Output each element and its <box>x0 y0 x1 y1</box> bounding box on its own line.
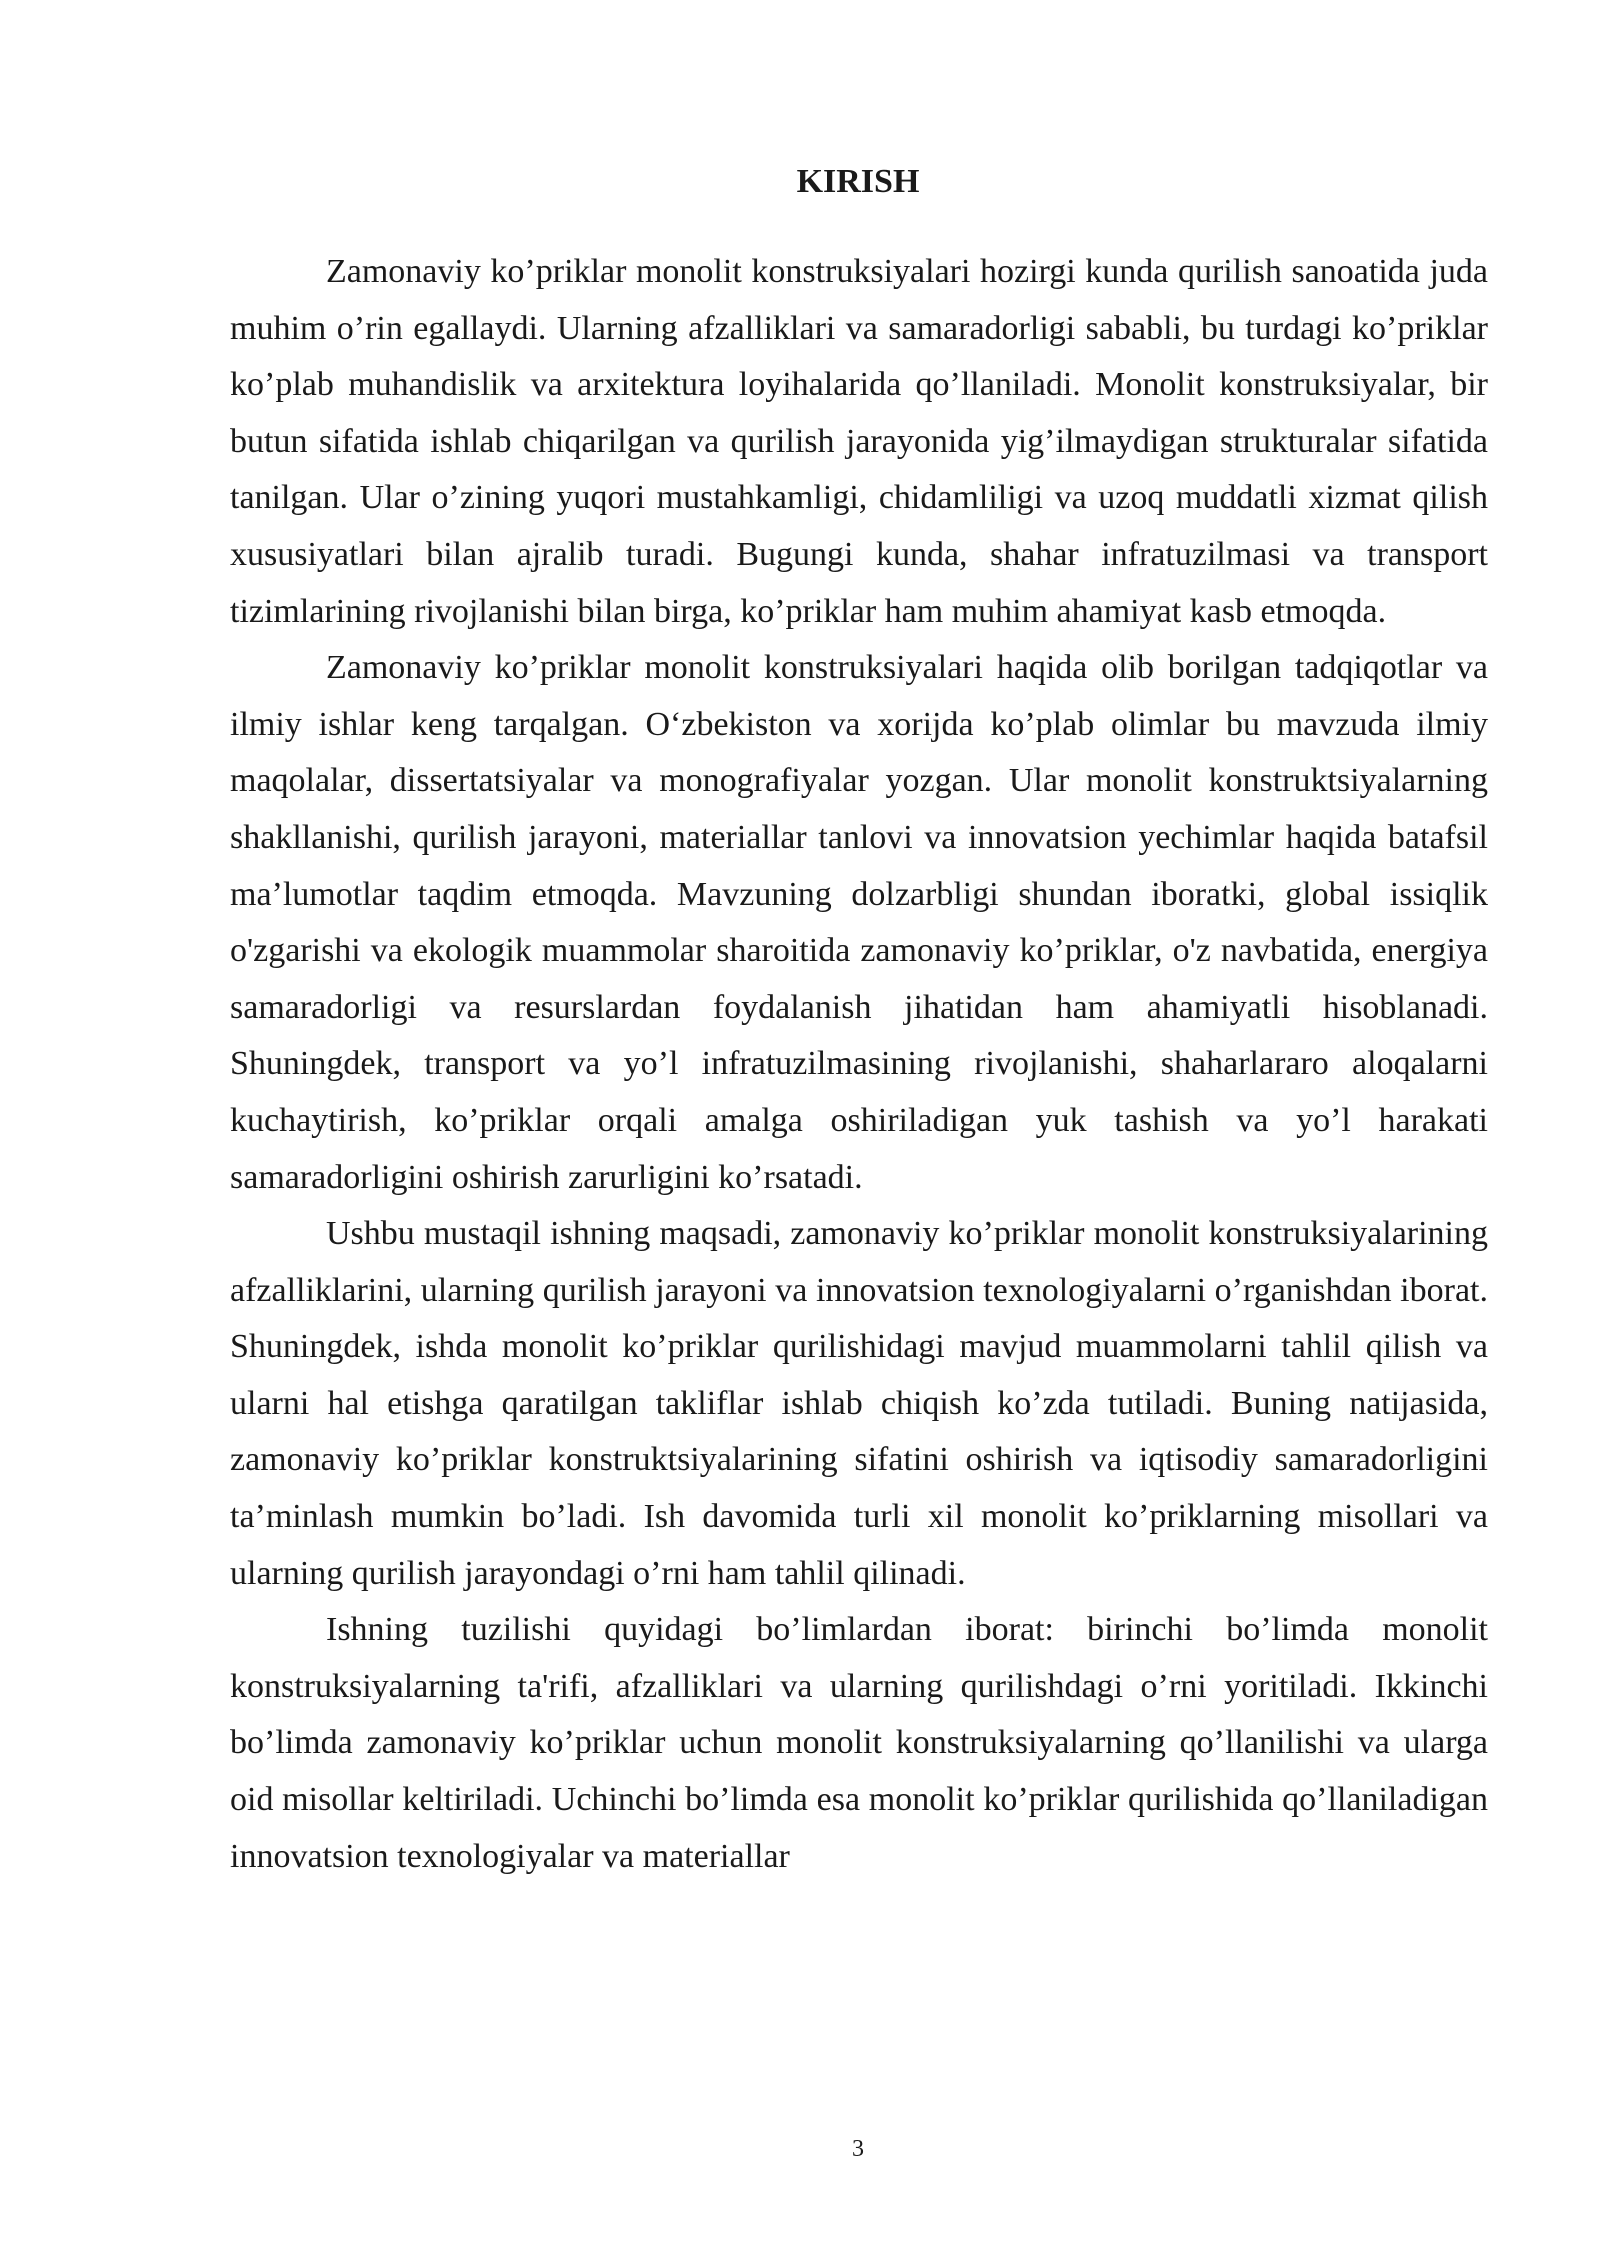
section-heading: KIRISH <box>796 163 920 200</box>
page-number: 3 <box>852 2136 864 2162</box>
paragraph-1: Zamonaviy ko’priklar monolit konstruksiyalari hozirgi kunda qurilish sanoatida juda muhim o’rin egallaydi. Ularning afzalliklari va samaradorligi sababli, bu turdagi ko’priklar ko’plab muhandislik va arxitektura loyihalarida qo’llaniladi. Monolit konstruksiyalar, bir butun sifatida ishlab chiqarilgan va qurilish jarayonida yig’ilmaydigan strukturalar sifatida tanilgan. Ular o’zining yuqori mustahkamligi, chidamliligi va uzoq muddatli xizmat qilish xususiyatlari bilan ajralib turadi. Bugungi kunda, shahar infratuzilmasi va transport tizimlarining rivojlanishi bilan birga, ko’priklar ham muhim ahamiyat kasb etmoqda. <box>230 253 1488 630</box>
paragraph-4: Ishning tuzilishi quyidagi bo’limlardan iborat: birinchi bo’limda monolit konstruksiyalarning ta'rifi, afzalliklari va ularning qurilishdagi o’rni yoritiladi. Ikkinchi bo’limda zamonaviy ko’priklar uchun monolit konstruksiyalarning qo’llanilishi va ularga oid misollar keltiriladi. Uchinchi bo’limda esa monolit ko’priklar qurilishida qo’llaniladigan innovatsion texnologiyalar va materiallar <box>230 1611 1488 1875</box>
paragraph-3: Ushbu mustaqil ishning maqsadi, zamonaviy ko’priklar monolit konstruksiyalarining afzalliklarini, ularning qurilish jarayoni va innovatsion texnologiyalarni o’rganishdan iborat. Shuningdek, ishda monolit ko’priklar qurilishidagi mavjud muammolarni tahlil qilish va ularni hal etishga qaratilgan takliflar ishlab chiqish ko’zda tutiladi. Buning natijasida, zamonaviy ko’priklar konstruktsiyalarining sifatini oshirish va iqtisodiy samaradorligini ta’minlash mumkin bo’ladi. Ish davomida turli xil monolit ko’priklarning misollari va ularning qurilish jarayondagi o’rni ham tahlil qilinadi. <box>230 1215 1488 1592</box>
paragraph-2: Zamonaviy ko’priklar monolit konstruksiyalari haqida olib borilgan tadqiqotlar va ilmiy ishlar keng tarqalgan. O‘zbekiston va xorijda ko’plab olimlar bu mavzuda ilmiy maqolalar, dissertatsiyalar va monografiyalar yozgan. Ular monolit konstruktsiyalarning shakllanishi, qurilish jarayoni, materiallar tanlovi va innovatsion yechimlar haqida batafsil ma’lumotlar taqdim etmoqda. Mavzuning dolzarbligi shundan iboratki, global issiqlik o'zgarishi va ekologik muammolar sharoitida zamonaviy ko’priklar, o'z navbatida, energiya samaradorligi va resurslardan foydalanish jihatidan ham ahamiyatli hisoblanadi. Shuningdek, transport va yo’l infratuzilmasining rivojlanishi, shaharlararo aloqalarni kuchaytirish, ko’priklar orqali amalga oshiriladigan yuk tashish va yo’l harakati samaradorligini oshirish zarurligini ko’rsatadi. <box>230 649 1488 1196</box>
body-text <box>230 244 1488 1885</box>
